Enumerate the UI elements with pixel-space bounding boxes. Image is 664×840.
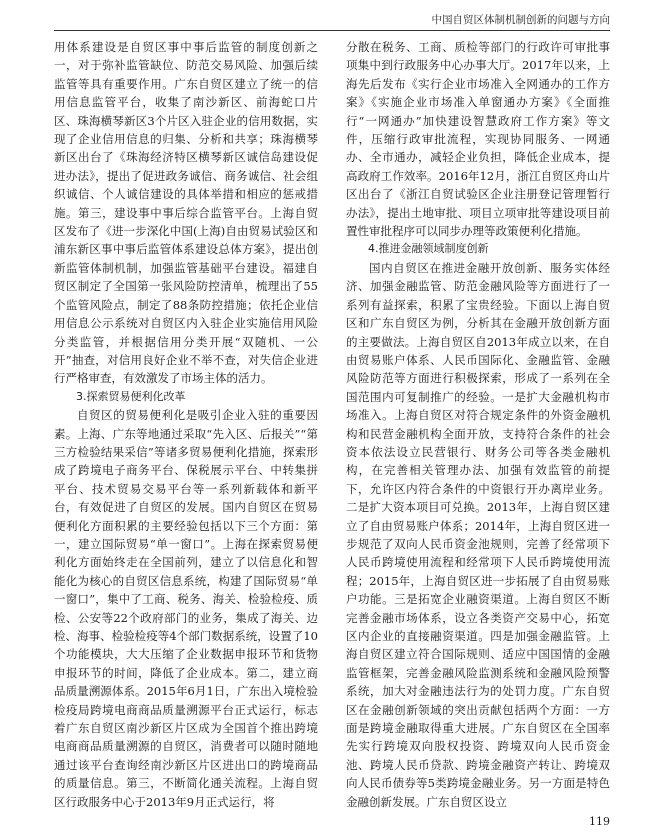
header-rule [54, 30, 610, 31]
paragraph-credit-supervision: 用体系建设是自贸区事中事后监管的制度创新之一，对于弥补监管缺位、防范交易风险、加强后续监管等具有重要作用。广东自贸区建立了统一的信用信息监管平台，收集了南沙新区、前海蛇口片区、珠海横琴新区3个片区入驻企业的信用数据，实现了企业信用信息的归集、分析和共享；珠海横琴新区出台了《珠海经济特区横琴新区诚信岛建设促进办法》，提出了促进政务诚信、商务诚信、社会组织诚信、个人诚信建设的具体举措和相应的惩戒措施。第三，建设事中事后综合监管平台。上海自贸区发布了《进一步深化中国(上海)自由贸易试验区和浦东新区事中事后监管体系建设总体方案》，提出创新监管体制机制，加强监管基础平台建设。福建自贸区制定了全国第一张风险防控清单，梳理出了55个监管风险点，制定了88条防控措施；依托企业信用信息公示系统对自贸区内入驻企业实施信用风险分类监管，并根据信用分类开展“双随机、一公开”抽查，对信用良好企业不举不查，对失信企业进行严格审查，有效激发了市场主体的活力。 [54, 40, 318, 386]
paragraph-trade-facilitation: 自贸区的贸易便利化是吸引企业入驻的重要因素。上海、广东等地通过采取“先入区、后报关”“第三方检验结果采信”等诸多贸易便利化措施，探索形成了跨境电子商务平台、保税展示平台、中转集拼平台、技术贸易交易平台等一系列新载体和新平台，有效促进了自贸区的发展。国内自贸区在贸易便利化方面积累的主要经验包括以下三个方面：第一，建立国际贸易“单一窗口”。上海在探索贸易便利化方面始终走在全国前列，建立了以信息化和智能化为核心的自贸区信息系统，构建了国际贸易“单一窗口”，集中了工商、税务、海关、检验检疫、质检、公安等22个政府部门的业务，集成了海关、边检、海事、检验检疫等4个部门数据系统，设置了10个功能模块，大大压缩了企业数据申报环节和货物申报环节的时间，降低了企业成本。第二，建立商品质量溯源体系。2015年6月1日，广东出入境检验检疫局跨境电商商品质量溯源平台正式运行，标志着广东自贸区南沙新区片区成为全国首个推出跨境电商商品质量溯源的自贸区，消费者可以随时随地通过该平台查询经南沙新区片区进出口的跨境商品的质量信息。第三，不断简化通关流程。上海自贸区行政服务中心于2013年9月正式运行，将 [54, 408, 318, 809]
page-number: 119 [589, 815, 610, 828]
right-column [346, 38, 610, 811]
journal-running-title: 中国自贸区体制机制创新的问题与方向 [431, 14, 610, 26]
section-heading-financial-innovation: 4.推进金融领域制度创新 [368, 242, 489, 256]
section-heading-trade-facilitation: 3.探索贸易便利化改革 [76, 389, 186, 403]
paragraph-financial-innovation: 国内自贸区在推进金融开放创新、服务实体经济、加强金融监管、防范金融风险等方面进行了一系列有益探索，积累了宝贵经验。下面以上海自贸区和广东自贸区为例，分析其在金融开放创新方面的主要做法。上海自贸区自2013年成立以来，在自由贸易账户体系、人民币国际化、金融监管、金融风险防范等方面进行积极探索，形成了一系列在全国范围内可复制推广的经验。一是扩大金融机构市场准入。上海自贸区对符合规定条件的外资金融机构和民营金融机构全面开放，支持符合条件的社会资本依法设立民营银行、财务公司等各类金融机构，在完善相关管理办法、加强有效监管的前提下，允许区内符合条件的中资银行开办离岸业务。二是扩大资本项目可兑换。2013年，上海自贸区建立了自由贸易账户体系；2014年，上海自贸区进一步规范了双向人民币资金池规则，完善了经常项下人民币跨境使用流程和经常项下人民币跨境使用流程；2015年，上海自贸区进一步拓展了自由贸易账户功能。三是拓宽企业融资渠道。上海自贸区不断完善金融市场体系，设立各类资产交易中心，拓宽区内企业的直接融资渠道。四是加强金融监管。上海自贸区建立符合国际规则、适应中国国情的金融监管框架，完善金融风险监测系统和金融风险预警系统，加大对金融违法行为的处罚力度。广东自贸区在金融创新领域的突出贡献包括两个方面：一方面是跨境金融取得重大进展。广东自贸区在全国率先实行跨境双向股权投资、跨境双向人民币资金池、跨境人民币贷款、跨境金融资产转让、跨境双向人民币债券等5类跨境金融业务。另一方面是特色金融创新发展。广东自贸区设立 [346, 260, 610, 809]
paragraph-customs-simplification: 分散在税务、工商、质检等部门的行政许可审批事项集中到行政服务中心办事大厅。2017年以来，上海先后发布《实行企业市场准入全网通办的工作方案》《实施企业市场准入单窗通办方案》《全面推行“一网通办”加快建设智慧政府工作方案》等文件，压缩行政审批流程，实现协同服务、一网通办、全市通办，减轻企业负担，降低企业成本，提高政府工作效率。2016年12月，浙江自贸区舟山片区出台了《浙江自贸试验区企业注册登记管理暂行办法》，提出土地审批、项目立项审批等建设项目前置性审批程序可以同步办理等政策便利化措施。 [346, 40, 610, 239]
running-header [0, 0, 664, 36]
left-column [54, 38, 318, 811]
